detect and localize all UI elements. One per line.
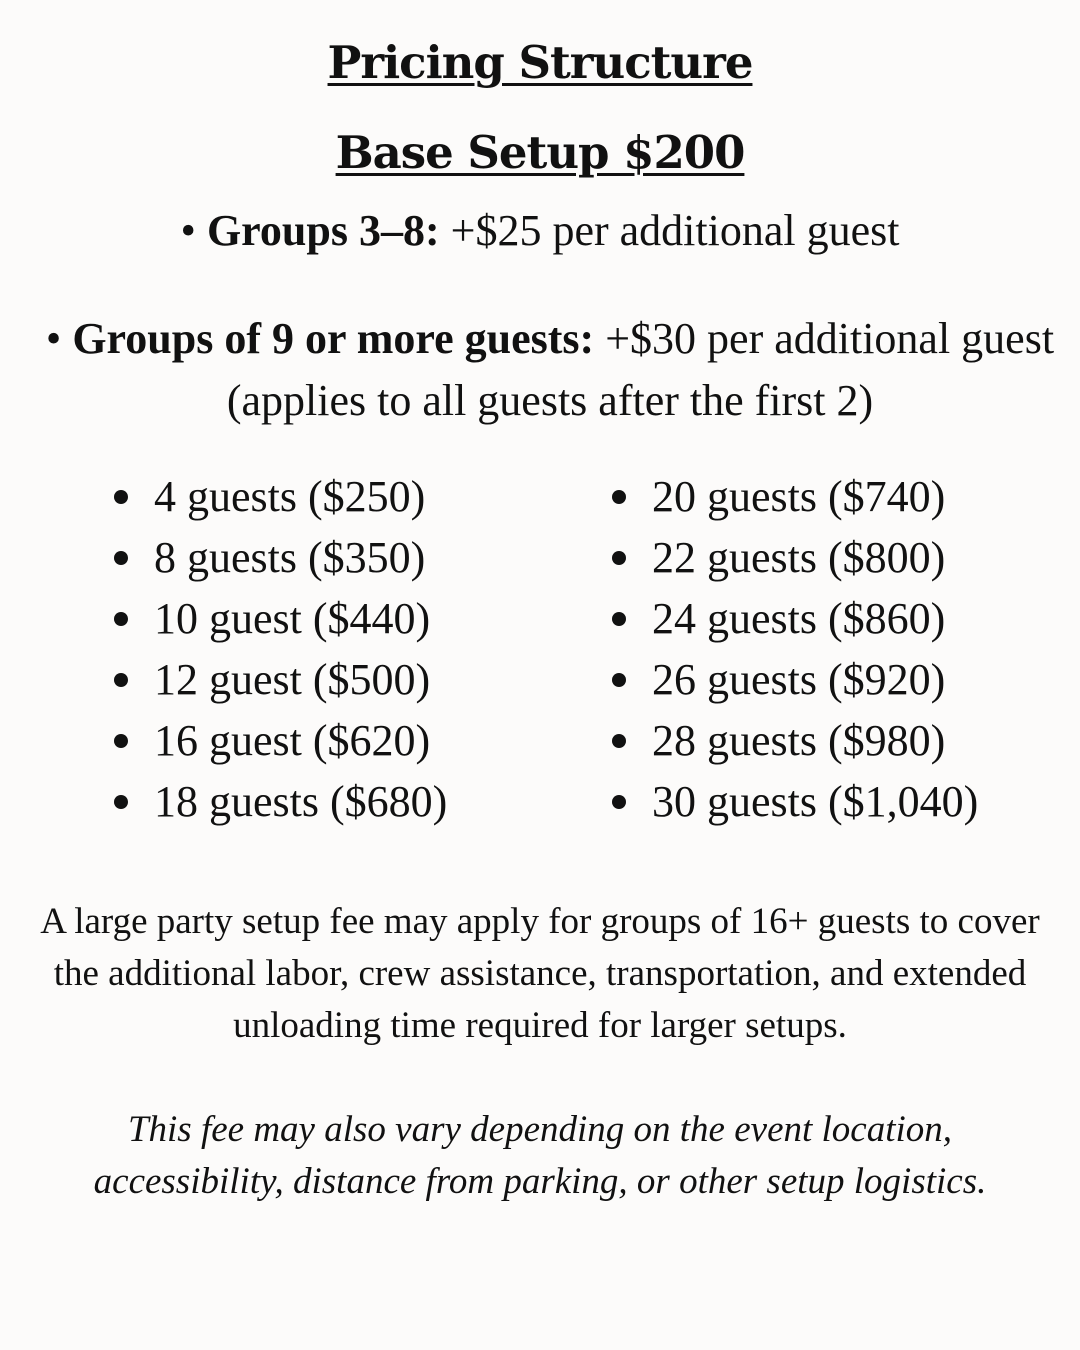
list-item: 8 guests ($350) (114, 527, 447, 588)
large-party-note: A large party setup fee may apply for groups of 16+ guests to cover the additional labor, crew assistance, transportation, and extended unloading time required for larger setups. (40, 901, 1040, 1046)
rule-label: Groups 3–8: (206, 206, 440, 255)
variance-note: This fee may also vary depending on the event location, accessibility, distance from parking, or other setup logistics. (93, 1109, 987, 1202)
rule-label: Groups of 9 or more guests: (72, 314, 595, 363)
list-item: 22 guests ($800) (612, 527, 978, 588)
guest-price-list-right (612, 466, 978, 832)
rule-text: +$25 per additional guest (439, 206, 900, 255)
bullet-icon: • (45, 314, 73, 363)
list-item: 16 guest ($620) (114, 710, 447, 771)
list-item: 28 guests ($980) (612, 710, 978, 771)
base-setup-heading: Base Setup $200 (335, 126, 745, 179)
list-item: 26 guests ($920) (612, 649, 978, 710)
list-item: 4 guests ($250) (114, 466, 447, 527)
list-item: 30 guests ($1,040) (612, 771, 978, 832)
list-item: 18 guests ($680) (114, 771, 447, 832)
list-item: 24 guests ($860) (612, 588, 978, 649)
rule-groups-3-8 (0, 200, 1080, 262)
rule-text: +$30 per additional guest (applies to all guests after the first 2) (226, 314, 1055, 425)
list-item: 10 guest ($440) (114, 588, 447, 649)
rule-groups-9-plus (40, 308, 1060, 432)
bullet-icon: • (180, 206, 207, 255)
page-title: Pricing Structure (327, 36, 753, 89)
guest-price-list-left (114, 466, 447, 832)
list-item: 20 guests ($740) (612, 466, 978, 527)
list-item: 12 guest ($500) (114, 649, 447, 710)
